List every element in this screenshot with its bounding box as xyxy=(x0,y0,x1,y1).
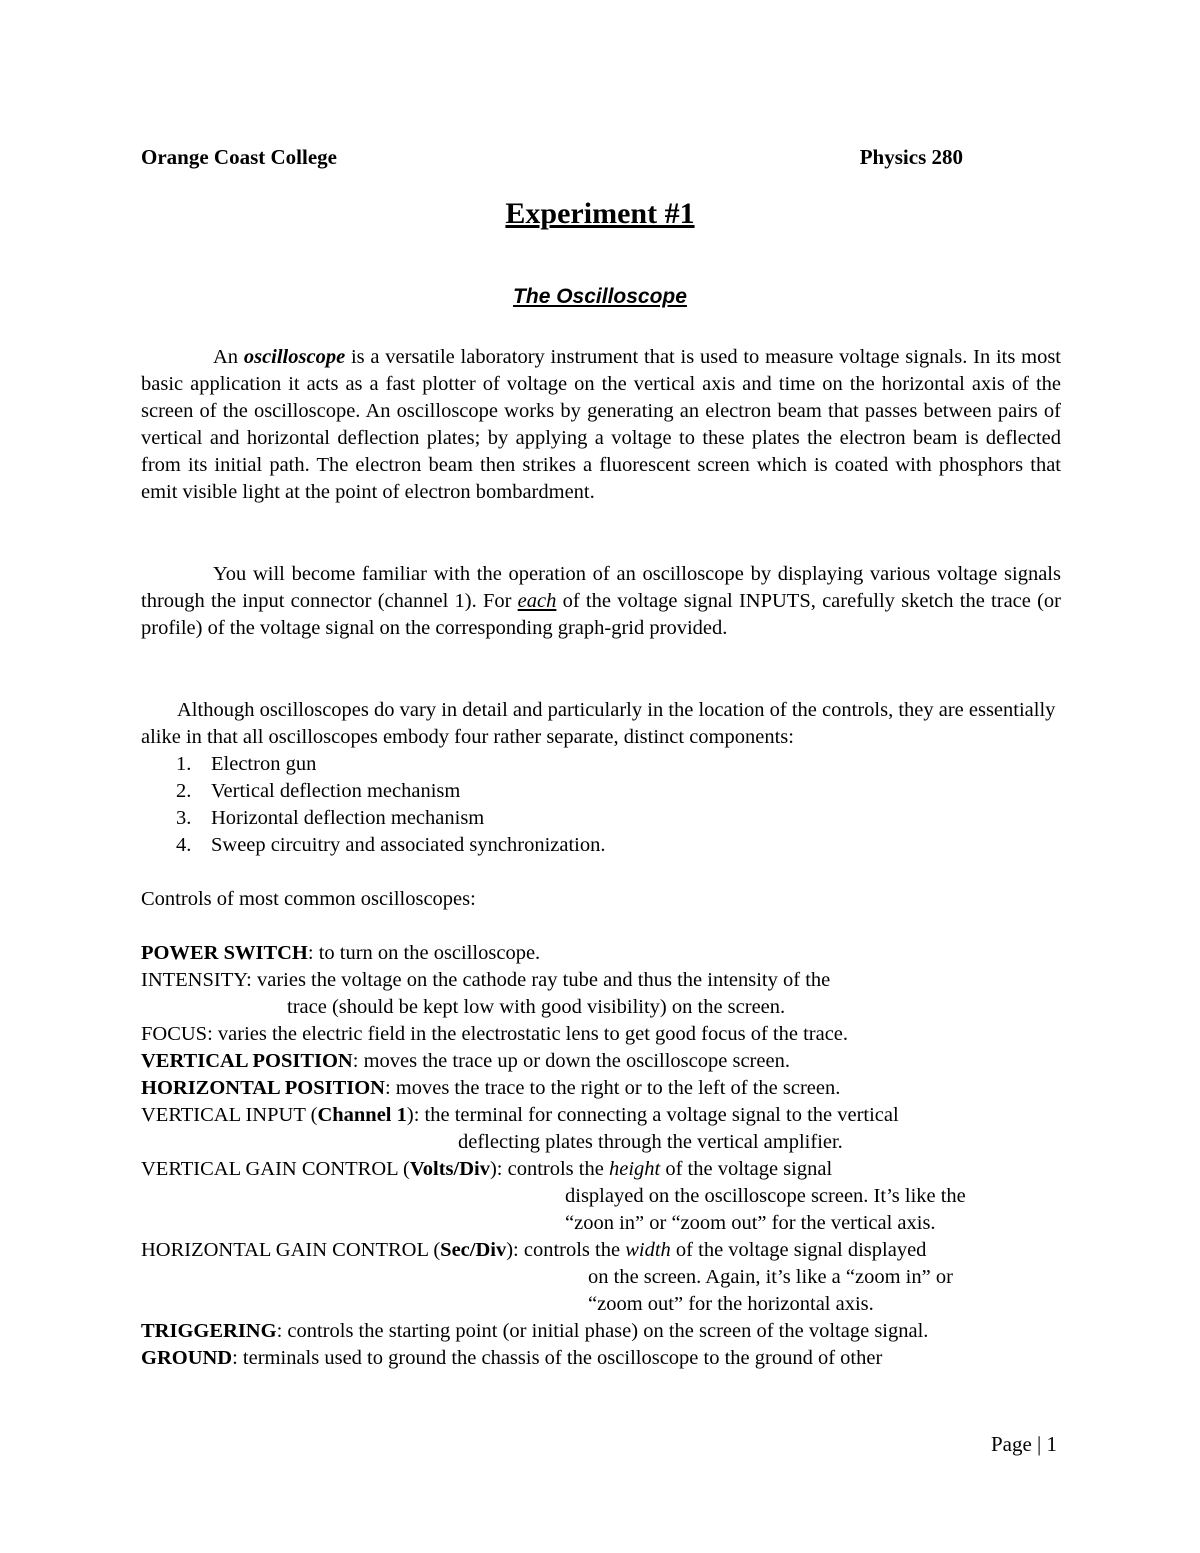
control-ground xyxy=(141,1345,1081,1372)
control-emphasis: height xyxy=(608,1158,661,1180)
components-paragraph: Although oscilloscopes do vary in detail and particularly in the location of the controls, they are essentially alike in that all oscilloscopes embody four rather separate, distinct components: xyxy=(141,699,1056,748)
page-header xyxy=(141,144,963,171)
control-intensity xyxy=(141,967,1081,994)
para1-text-end: is a versatile laboratory instrument that is used to measure voltage signals. In its most basic application it acts as a fast plotter of voltage on the vertical axis and time on the horizontal axis of the screen of the oscilloscope. An oscilloscope works by generating an electron beam that passes between pairs of vertical and horizontal deflection plates; by applying a voltage to these plates the electron beam is deflected from its initial path. The electron beam then strikes a fluorescent screen which is coated with phosphors that emit visible light at the point of electron bombardment. xyxy=(141,346,1061,503)
para2-text-start: You will become familiar with the operation of an oscilloscope by displaying various voltage signals through the input connector (channel 1). For xyxy=(141,563,1061,612)
control-label: GROUND xyxy=(141,1347,233,1369)
control-label: Sec/Div xyxy=(440,1239,507,1261)
list-text: Vertical deflection mechanism xyxy=(211,780,461,802)
header-course: Physics 280 xyxy=(859,145,963,169)
control-desc: of the voltage signal xyxy=(660,1158,833,1180)
each-emphasis: each xyxy=(517,590,557,612)
control-vertical-position xyxy=(141,1048,1081,1075)
list-item xyxy=(141,778,606,805)
control-horizontal-gain-cont: “zoom out” for the horizontal axis. xyxy=(588,1293,874,1315)
list-number: 2. xyxy=(176,780,192,802)
control-desc: ): the terminal for connecting a voltage signal to the vertical xyxy=(406,1104,899,1126)
control-label: VERTICAL POSITION xyxy=(141,1050,353,1072)
control-horizontal-position xyxy=(141,1075,1081,1102)
control-mid: ): controls the xyxy=(489,1158,609,1180)
list-number: 4. xyxy=(176,834,192,856)
instructions-paragraph xyxy=(141,561,1061,642)
header-college: Orange Coast College xyxy=(141,145,337,169)
list-item xyxy=(141,805,606,832)
control-mid: ): controls the xyxy=(506,1239,626,1261)
list-text: Electron gun xyxy=(211,753,317,775)
controls-list xyxy=(141,940,1081,1372)
control-vertical-gain xyxy=(141,1156,1081,1183)
para1-text-start: An xyxy=(213,346,244,368)
control-triggering xyxy=(141,1318,1081,1345)
control-desc: : controls the starting point (or initial phase) on the screen of the voltage signal. xyxy=(276,1320,929,1342)
list-number: 3. xyxy=(176,807,192,829)
control-desc: of the voltage signal displayed xyxy=(670,1239,927,1261)
para2-text-end: of the voltage signal INPUTS, carefully sketch the trace (or profile) of the voltage signal on the corresponding graph-grid provided. xyxy=(141,590,1062,639)
control-prefix: VERTICAL GAIN CONTROL ( xyxy=(141,1158,410,1180)
control-label: TRIGGERING xyxy=(141,1320,277,1342)
list-item xyxy=(141,832,606,859)
page-subtitle: The Oscilloscope xyxy=(513,285,687,308)
control-focus: FOCUS: varies the electric field in the electrostatic lens to get good focus of the trace. xyxy=(141,1023,849,1045)
intro-paragraph xyxy=(141,344,1061,506)
control-power xyxy=(141,940,1081,967)
control-intensity-cont: trace (should be kept low with good visibility) on the screen. xyxy=(287,996,786,1018)
control-label: Volts/Div xyxy=(409,1158,490,1180)
list-number: 1. xyxy=(176,753,192,775)
page-title: Experiment #1 xyxy=(505,197,695,230)
control-label: HORIZONTAL POSITION xyxy=(141,1077,385,1099)
control-horizontal-gain-cont: on the screen. Again, it’s like a “zoom in” or xyxy=(588,1266,953,1288)
control-desc: varies the voltage on the cathode ray tube and thus the intensity of the xyxy=(251,969,831,991)
list-text: Sweep circuitry and associated synchronization. xyxy=(211,834,606,856)
control-vertical-gain-cont: displayed on the oscilloscope screen. It’s like the xyxy=(565,1185,966,1207)
controls-heading: Controls of most common oscilloscopes: xyxy=(141,888,476,910)
control-desc: : to turn on the oscilloscope. xyxy=(307,942,541,964)
control-label: Channel 1 xyxy=(317,1104,407,1126)
control-desc: : moves the trace up or down the oscilloscope screen. xyxy=(352,1050,790,1072)
control-label: INTENSITY: xyxy=(141,969,252,991)
page-number: Page | 1 xyxy=(990,1432,1057,1456)
control-vertical-input xyxy=(141,1102,1081,1129)
list-text: Horizontal deflection mechanism xyxy=(211,807,485,829)
control-horizontal-gain xyxy=(141,1237,1081,1264)
control-label: POWER SWITCH xyxy=(141,942,308,964)
control-desc: : moves the trace to the right or to the left of the screen. xyxy=(384,1077,841,1099)
list-item xyxy=(141,751,606,778)
control-emphasis: width xyxy=(625,1239,671,1261)
oscilloscope-term: oscilloscope xyxy=(243,346,346,368)
control-desc: : terminals used to ground the chassis of the oscilloscope to the ground of other xyxy=(232,1347,883,1369)
control-prefix: VERTICAL INPUT ( xyxy=(141,1104,318,1126)
control-vertical-input-cont: deflecting plates through the vertical amplifier. xyxy=(458,1131,843,1153)
components-list xyxy=(141,751,606,859)
control-prefix: HORIZONTAL GAIN CONTROL ( xyxy=(141,1239,441,1261)
control-vertical-gain-cont: “zoon in” or “zoom out” for the vertical axis. xyxy=(565,1212,936,1234)
